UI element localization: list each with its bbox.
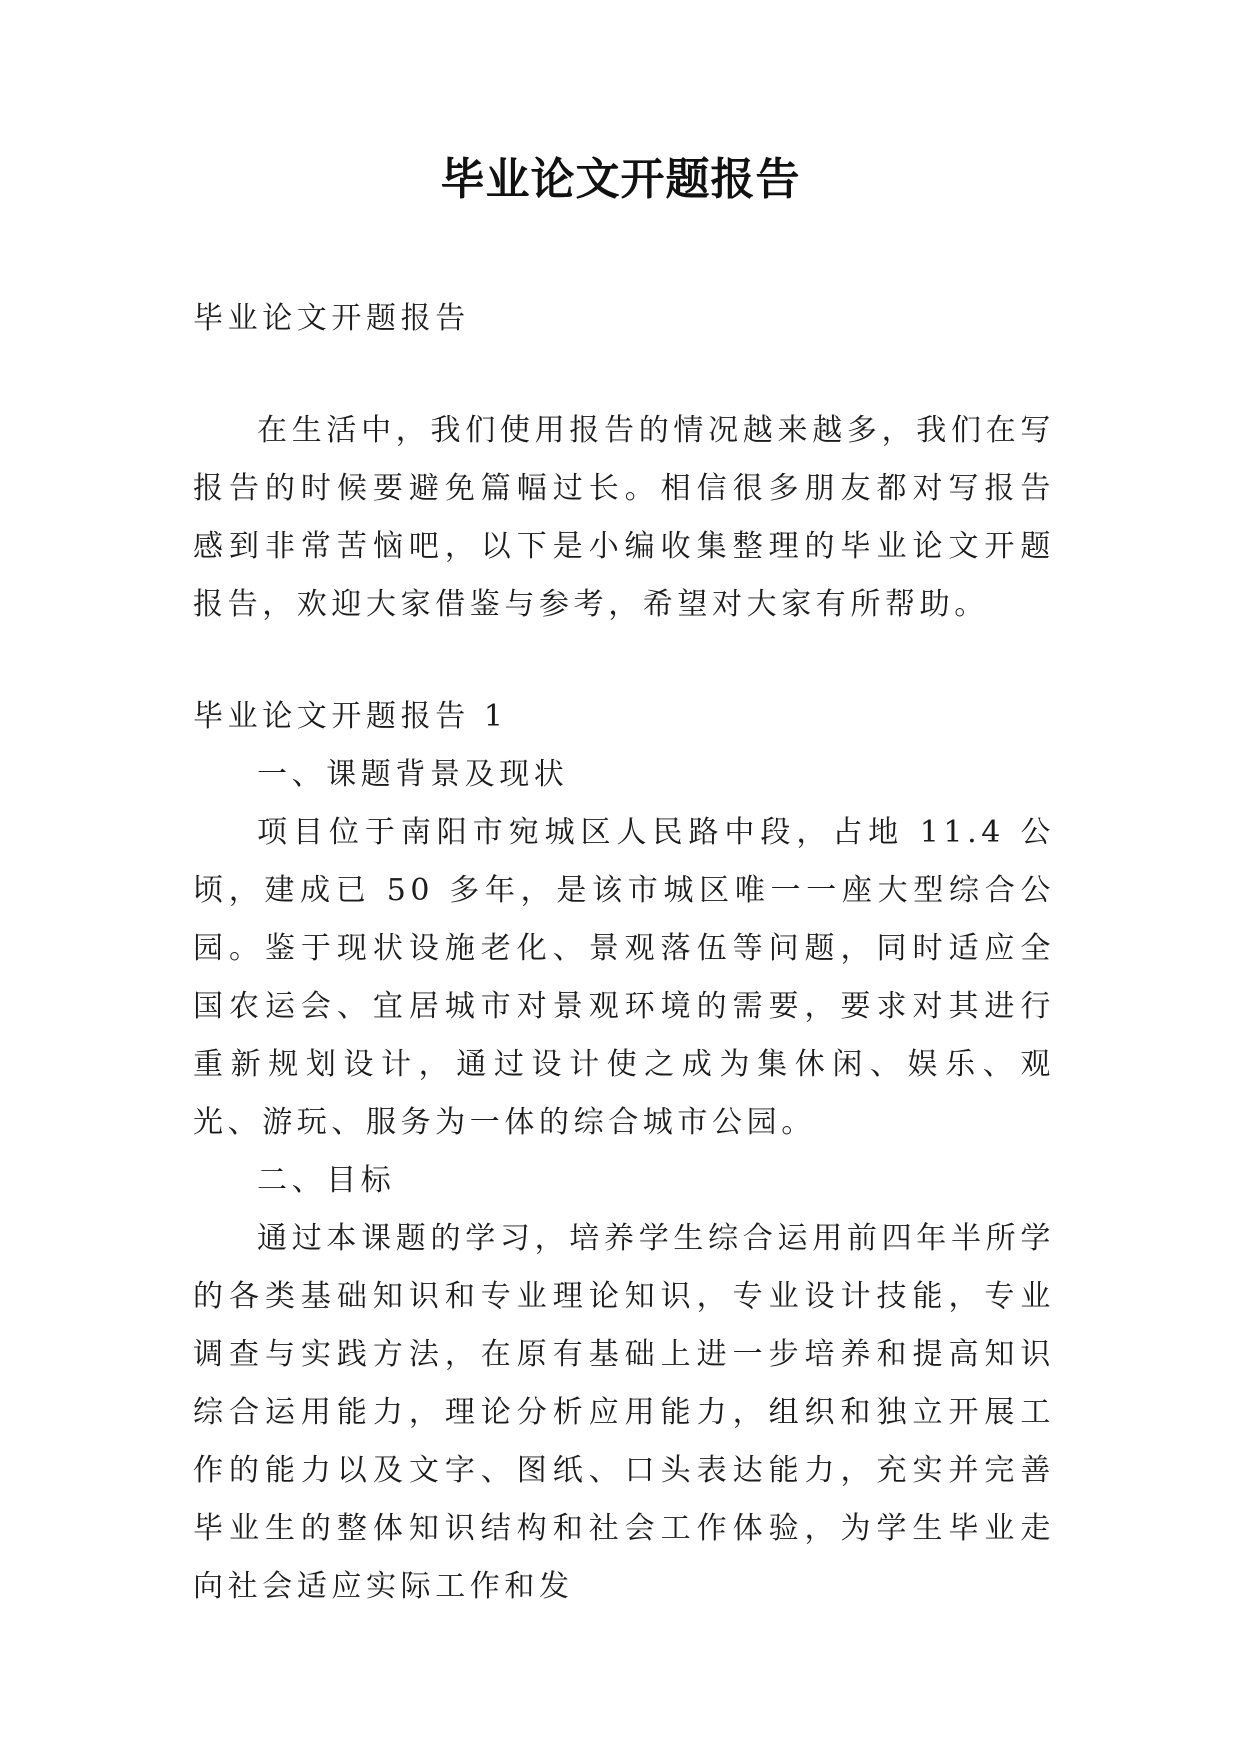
part2-paragraph: 通过本课题的学习，培养学生综合运用前四年半所学的各类基础知识和专业理论知识，专业设计技能，专业调查与实践方法，在原有基础上进一步培养和提高知识综合运用能力，理论分析应用能力，组织和独立开展工作的能力以及文字、图纸、口头表达能力，充实并完善毕业生的整体知识结构和社会工作体验，为学生毕业走向社会适应实际工作和发 — [193, 1221, 1055, 1604]
document-title: 毕业论文开题报告 — [440, 154, 801, 205]
part1-heading: 一、课题背景及现状 — [257, 757, 569, 792]
section-heading: 毕业论文开题报告 1 — [193, 699, 508, 734]
document-subtitle: 毕业论文开题报告 — [193, 301, 470, 336]
intro-paragraph: 在生活中，我们使用报告的情况越来越多，我们在写报告的时候要避免篇幅过长。相信很多朋友都对写报告感到非常苦恼吧，以下是小编收集整理的毕业论文开题报告，欢迎大家借鉴与参考，希望对大家有所帮助。 — [193, 413, 1055, 622]
part2-heading: 二、目标 — [257, 1163, 396, 1198]
part1-paragraph: 项目位于南阳市宛城区人民路中段，占地 11.4 公顷，建成已 50 多年，是该市城区唯一一座大型综合公园。鉴于现状设施老化、景观落伍等问题，同时适应全国农运会、宜居城市对景观环境的需要，要求对其进行重新规划设计，通过设计使之成为集休闲、娱乐、观光、游玩、服务为一体的综合城市公园。 — [193, 815, 1055, 1140]
document-body — [193, 290, 1055, 1616]
